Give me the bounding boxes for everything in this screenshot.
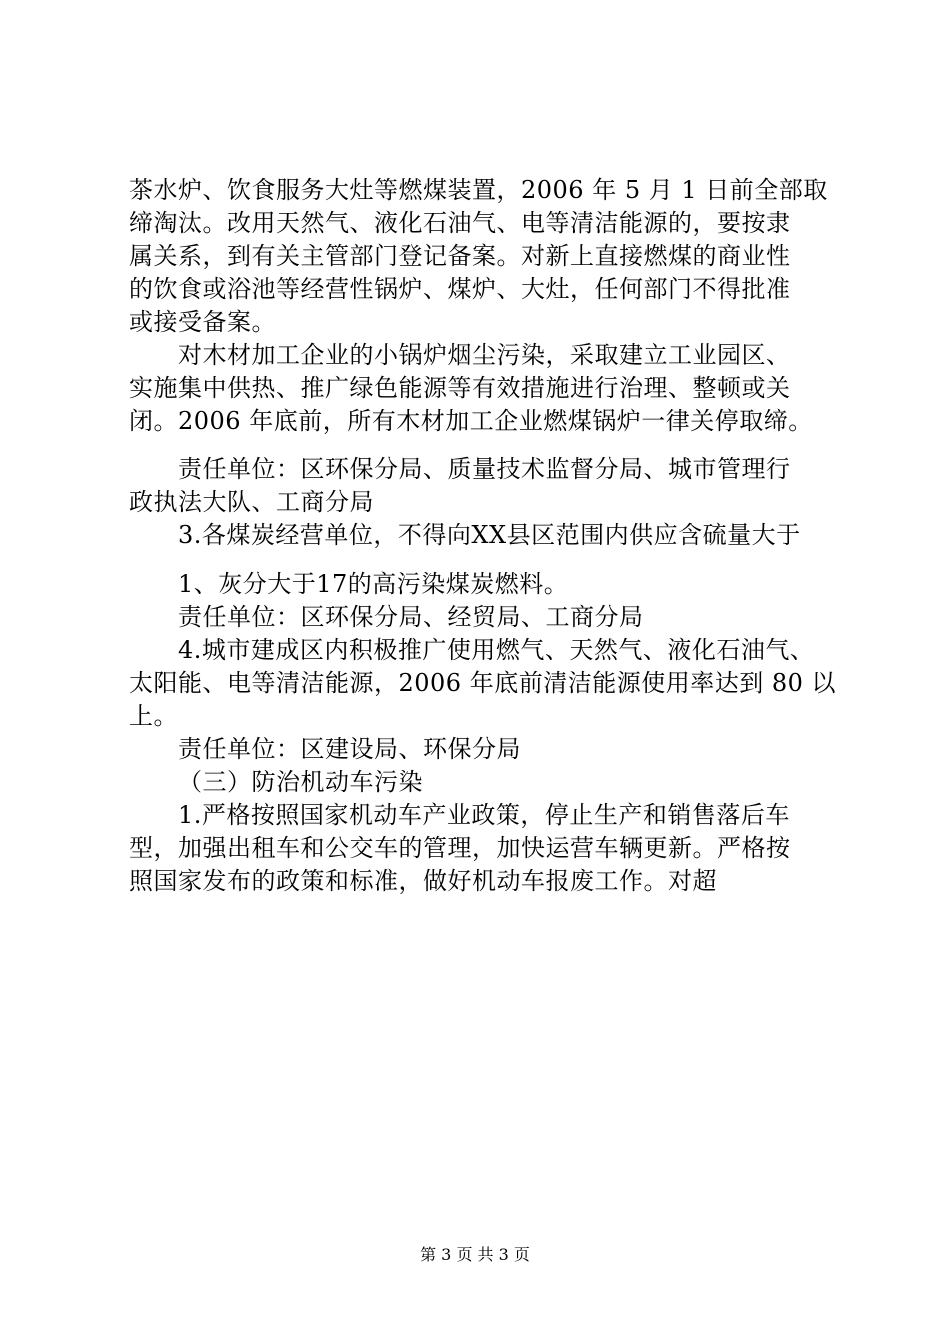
paragraph-line: 缔淘汰。改用天然气、液化石油气、电等清洁能源的，要按隶 bbox=[129, 209, 791, 237]
paragraph-line: 照国家发布的政策和标准，做好机动车报废工作。对超 bbox=[129, 867, 717, 895]
paragraph-line: 的饮食或浴池等经营性锅炉、煤炉、大灶，任何部门不得批准 bbox=[129, 275, 791, 303]
paragraph-line: 茶水炉、饮食服务大灶等燃煤装置，2006 年 5 月 1 日前全部取 bbox=[129, 176, 828, 204]
page-number: 第 3 页 共 3 页 bbox=[420, 1245, 530, 1264]
paragraph-line: 责任单位：区环保分局、质量技术监督分局、城市管理行 bbox=[178, 455, 791, 483]
paragraph-line: 1、灰分大于17的高污染煤炭燃料。 bbox=[178, 570, 569, 598]
paragraph-line: 政执法大队、工商分局 bbox=[129, 488, 374, 516]
paragraph-line: 属关系，到有关主管部门登记备案。对新上直接燃煤的商业性 bbox=[129, 242, 791, 270]
paragraph-line: 对木材加工企业的小锅炉烟尘污染，采取建立工业园区、 bbox=[178, 341, 791, 369]
paragraph-line: 责任单位：区环保分局、经贸局、工商分局 bbox=[178, 603, 644, 631]
paragraph-line: 上。 bbox=[129, 702, 178, 730]
paragraph-line: 实施集中供热、推广绿色能源等有效措施进行治理、整顿或关 bbox=[129, 374, 791, 402]
paragraph-line: 责任单位：区建设局、环保分局 bbox=[178, 735, 521, 763]
paragraph-line: 太阳能、电等清洁能源，2006 年底前清洁能源使用率达到 80 以 bbox=[129, 669, 837, 697]
paragraph-line: 闭。2006 年底前，所有木材加工企业燃煤锅炉一律关停取缔。 bbox=[129, 407, 813, 435]
paragraph-line: 型，加强出租车和公交车的管理，加快运营车辆更新。严格按 bbox=[129, 834, 791, 862]
paragraph-line: 或接受备案。 bbox=[129, 308, 276, 336]
section-heading: （三）防治机动车污染 bbox=[178, 768, 423, 796]
paragraph-line: 1.严格按照国家机动车产业政策，停止生产和销售落后车 bbox=[178, 801, 790, 829]
paragraph-line: 3.各煤炭经营单位，不得向XX县区范围内供应含硫量大于 bbox=[178, 521, 801, 549]
paragraph-line: 4.城市建成区内积极推广使用燃气、天然气、液化石油气、 bbox=[178, 636, 815, 664]
